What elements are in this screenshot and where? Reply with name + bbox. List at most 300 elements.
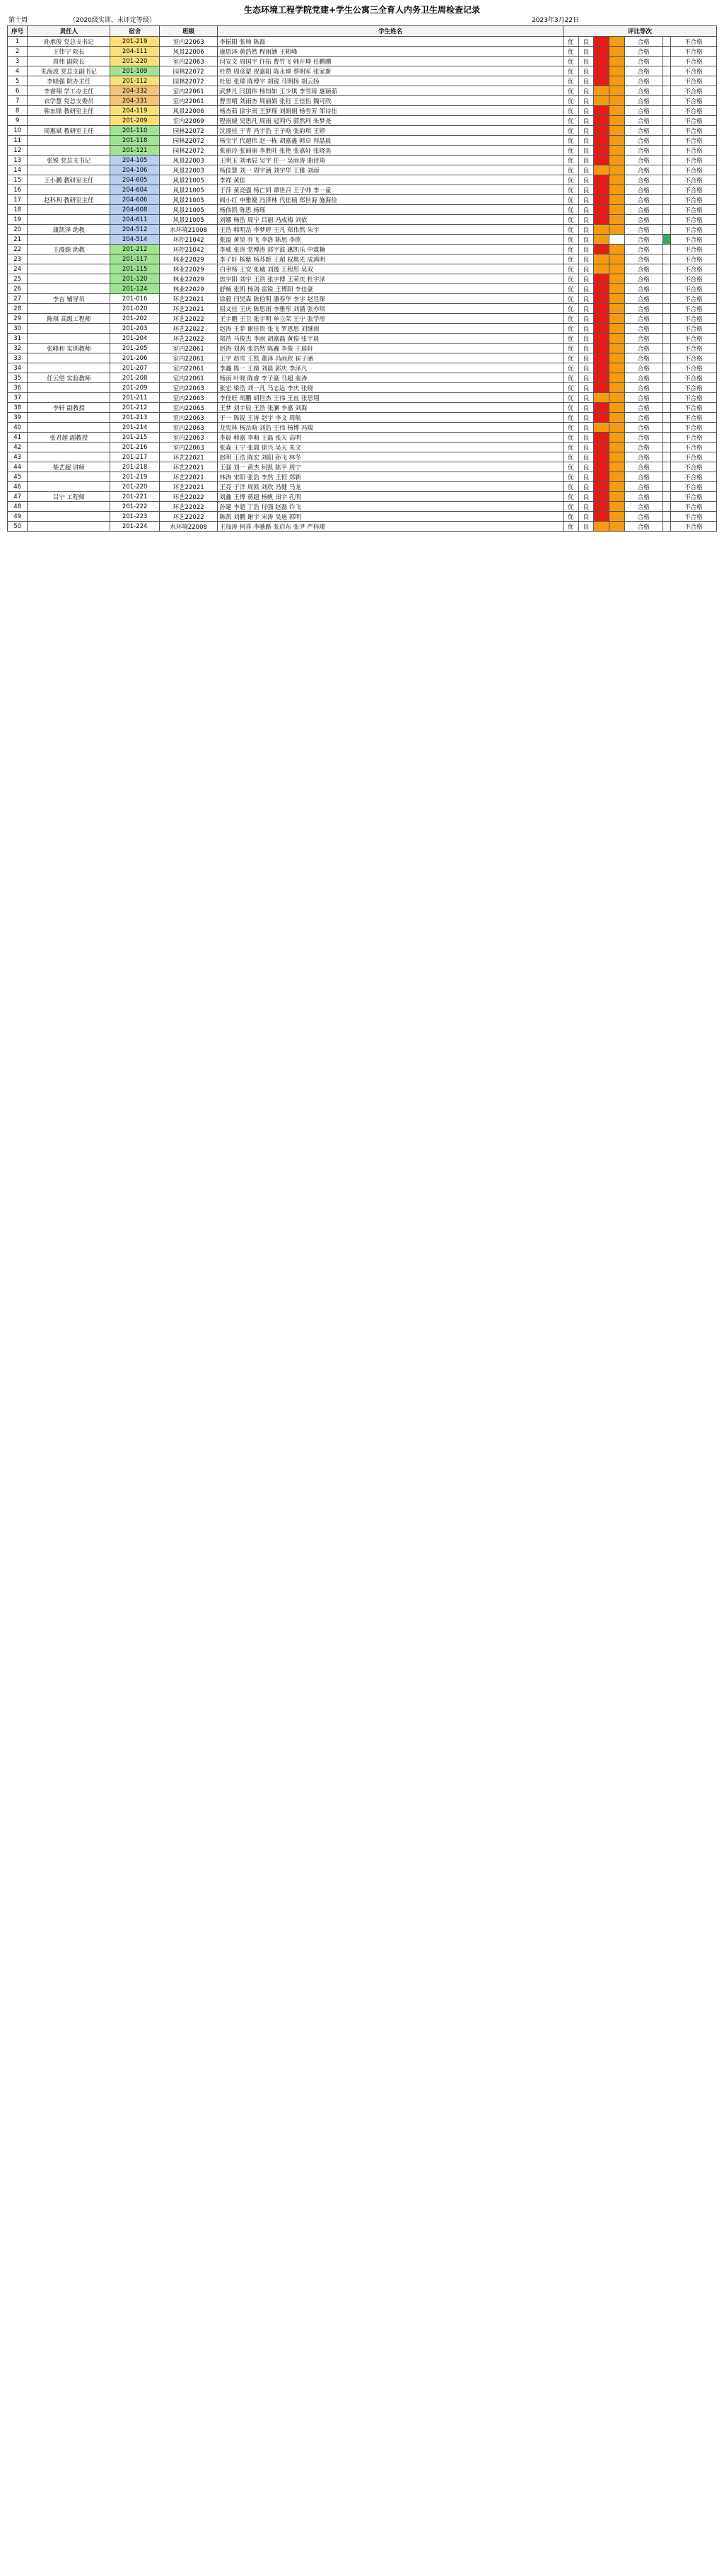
row-seq: 11 (8, 136, 28, 146)
rating-fail: 不合格 (670, 47, 716, 57)
rating-mark (662, 185, 670, 195)
row-seq: 46 (8, 482, 28, 492)
rating-mark (594, 195, 609, 205)
row-class: 室内22063 (159, 413, 217, 423)
row-dorm: 201-218 (110, 462, 159, 472)
row-dorm: 201-220 (110, 57, 159, 66)
row-names: 杨雨 叶晓 陈睿 李子豪 马超 姜涛 (218, 373, 563, 383)
rating-pass: 合格 (624, 344, 662, 353)
rating-mark (662, 433, 670, 443)
rating-excellent: 优 (563, 264, 578, 274)
rating-good: 良 (578, 314, 594, 324)
week-label: 第十周 (8, 17, 28, 24)
rating-mark (594, 304, 609, 314)
row-class: 环控21042 (159, 235, 217, 245)
row-seq: 35 (8, 373, 28, 383)
rating-good: 良 (578, 37, 594, 47)
row-names: 舒畅 张凯 杨剑 雷锐 王博阳 李佳豪 (218, 284, 563, 294)
rating-mark (662, 403, 670, 413)
table-row (8, 106, 717, 116)
rating-mark (594, 156, 609, 165)
rating-fail: 不合格 (670, 37, 716, 47)
rating-mark (609, 156, 624, 165)
rating-mark (662, 195, 670, 205)
rating-excellent: 优 (563, 47, 578, 57)
rating-pass: 合格 (624, 205, 662, 215)
rating-excellent: 优 (563, 502, 578, 512)
row-names: 于萍 黄竞强 杨亡同 谭世召 王子帅 李一童 (218, 185, 563, 195)
rating-pass: 合格 (624, 274, 662, 284)
rating-pass: 合格 (624, 66, 662, 76)
row-dorm: 201-121 (110, 146, 159, 156)
rating-pass: 合格 (624, 185, 662, 195)
rating-fail: 不合格 (670, 86, 716, 96)
rating-pass: 合格 (624, 86, 662, 96)
row-class: 室内22063 (159, 423, 217, 433)
rating-fail: 不合格 (670, 492, 716, 502)
row-class: 林业22029 (159, 284, 217, 294)
rating-mark (662, 413, 670, 423)
table-row (8, 284, 717, 294)
rating-pass: 合格 (624, 334, 662, 344)
row-seq: 49 (8, 512, 28, 522)
row-class: 室内22061 (159, 86, 217, 96)
row-seq: 33 (8, 353, 28, 363)
rating-excellent: 优 (563, 393, 578, 403)
row-seq: 38 (8, 403, 28, 413)
row-class: 环艺22021 (159, 294, 217, 304)
record-sheet (7, 4, 717, 532)
rating-fail: 不合格 (670, 294, 716, 304)
rating-pass: 合格 (624, 245, 662, 254)
row-dorm: 201-219 (110, 37, 159, 47)
table-row (8, 472, 717, 482)
rating-mark (609, 215, 624, 225)
rating-mark (662, 264, 670, 274)
rating-excellent: 优 (563, 254, 578, 264)
rating-mark (609, 304, 624, 314)
table-row (8, 433, 717, 443)
row-class: 水环境22008 (159, 522, 217, 532)
rating-pass: 合格 (624, 235, 662, 245)
row-person (28, 522, 110, 532)
row-seq: 31 (8, 334, 28, 344)
rating-excellent: 优 (563, 86, 578, 96)
table-header-row (8, 26, 717, 37)
rating-mark (662, 106, 670, 116)
rating-excellent: 优 (563, 353, 578, 363)
rating-mark (609, 482, 624, 492)
row-names: 李晨 韩嘉 李萌 王磊 张天 高明 (218, 433, 563, 443)
row-seq: 15 (8, 175, 28, 185)
rating-excellent: 优 (563, 373, 578, 383)
row-seq: 47 (8, 492, 28, 502)
col-dorm: 宿舍 (110, 26, 159, 37)
row-names: 赵涛 刘茜 张浩然 陈鑫 李俊 王晨轩 (218, 344, 563, 353)
rating-mark (594, 205, 609, 215)
rating-pass: 合格 (624, 136, 662, 146)
rating-mark (662, 205, 670, 215)
row-person: 赵科利 教研室主任 (28, 195, 110, 205)
rating-mark (662, 512, 670, 522)
row-dorm: 204-606 (110, 195, 159, 205)
row-person (28, 482, 110, 492)
rating-mark (594, 245, 609, 254)
rating-pass: 合格 (624, 175, 662, 185)
row-seq: 28 (8, 304, 28, 314)
row-dorm: 204-111 (110, 47, 159, 57)
rating-mark (662, 76, 670, 86)
row-class: 园林22072 (159, 66, 217, 76)
rating-good: 良 (578, 433, 594, 443)
row-person (28, 472, 110, 482)
row-class: 园林22072 (159, 146, 217, 156)
rating-pass: 合格 (624, 353, 662, 363)
row-names: 杜赞 周彦蒙 祝嘉阳 陈永坤 蔡明军 张家新 (218, 66, 563, 76)
rating-mark (594, 452, 609, 462)
table-row (8, 66, 717, 76)
row-person: 张峰和 实训教师 (28, 344, 110, 353)
rating-mark (662, 462, 670, 472)
rating-mark (594, 353, 609, 363)
row-person: 任云望 实验教师 (28, 373, 110, 383)
row-seq: 50 (8, 522, 28, 532)
row-seq: 24 (8, 264, 28, 274)
row-seq: 14 (8, 165, 28, 175)
rating-fail: 不合格 (670, 393, 716, 403)
rating-excellent: 优 (563, 215, 578, 225)
rating-good: 良 (578, 502, 594, 512)
rating-fail: 不合格 (670, 225, 716, 235)
row-seq: 4 (8, 66, 28, 76)
row-person: 康凯泽 助教 (28, 225, 110, 235)
row-class: 环控21042 (159, 245, 217, 254)
row-dorm: 204-514 (110, 235, 159, 245)
row-class: 环艺22021 (159, 462, 217, 472)
rating-excellent: 优 (563, 512, 578, 522)
rating-mark (594, 235, 609, 245)
table-row (8, 254, 717, 264)
inspection-table (7, 25, 717, 532)
rating-mark (662, 393, 670, 403)
rating-excellent: 优 (563, 423, 578, 433)
rating-mark (609, 235, 624, 245)
rating-good: 良 (578, 126, 594, 136)
row-class: 环艺22022 (159, 314, 217, 324)
rating-pass: 合格 (624, 106, 662, 116)
row-names: 白聿杨 王安 张城 刘逸 王程彤 吴双 (218, 264, 563, 274)
row-dorm: 204-604 (110, 185, 159, 195)
row-person (28, 205, 110, 215)
row-class: 室内22061 (159, 344, 217, 353)
rating-excellent: 优 (563, 245, 578, 254)
rating-excellent: 优 (563, 165, 578, 175)
row-class: 室内22063 (159, 403, 217, 413)
row-seq: 7 (8, 96, 28, 106)
row-seq: 17 (8, 195, 28, 205)
row-names: 杨杰茹 徐宇雨 王梦瑶 刘娟娟 杨雪芳 邹诗佳 (218, 106, 563, 116)
rating-good: 良 (578, 185, 594, 195)
rating-excellent: 优 (563, 96, 578, 106)
rating-mark (662, 37, 670, 47)
rating-mark (594, 462, 609, 472)
rating-good: 良 (578, 106, 594, 116)
row-dorm: 201-203 (110, 324, 159, 334)
rating-good: 良 (578, 215, 594, 225)
row-dorm: 204-106 (110, 165, 159, 175)
row-class: 园林22072 (159, 136, 217, 146)
row-person: 王小鹏 教研室主任 (28, 175, 110, 185)
table-row (8, 235, 717, 245)
rating-pass: 合格 (624, 165, 662, 175)
rating-mark (594, 334, 609, 344)
row-person (28, 284, 110, 294)
row-names: 王明玉 刘承辰 吴宇 任一 吴雨涛 曲诗琦 (218, 156, 563, 165)
rating-good: 良 (578, 96, 594, 106)
rating-mark (609, 126, 624, 136)
rating-mark (662, 66, 670, 76)
rating-mark (662, 452, 670, 462)
rating-pass: 合格 (624, 195, 662, 205)
table-row (8, 294, 717, 304)
rating-mark (594, 472, 609, 482)
row-class: 室内22063 (159, 433, 217, 443)
row-class: 环艺22022 (159, 334, 217, 344)
rating-mark (609, 433, 624, 443)
row-seq: 29 (8, 314, 28, 324)
row-names: 李子轩 杨紫 杨苏新 王超 权奥光 成鸿明 (218, 254, 563, 264)
rating-mark (609, 393, 624, 403)
rating-mark (594, 225, 609, 235)
rating-fail: 不合格 (670, 156, 716, 165)
rating-fail: 不合格 (670, 76, 716, 86)
table-row (8, 96, 717, 106)
table-row (8, 462, 717, 472)
row-dorm: 201-208 (110, 373, 159, 383)
row-seq: 5 (8, 76, 28, 86)
rating-good: 良 (578, 195, 594, 205)
rating-pass: 合格 (624, 522, 662, 532)
row-names: 杨伟凯 陈思 杨瑶 (218, 205, 563, 215)
table-row (8, 156, 717, 165)
rating-fail: 不合格 (670, 116, 716, 126)
row-person (28, 274, 110, 284)
rating-mark (609, 175, 624, 185)
row-names: 王梦 刘宇辰 王浩 张澜 李嘉 刘海 (218, 403, 563, 413)
rating-fail: 不合格 (670, 57, 716, 66)
rating-mark (594, 37, 609, 47)
table-row (8, 502, 717, 512)
row-class: 园林22072 (159, 76, 217, 86)
rating-mark (594, 126, 609, 136)
rating-pass: 合格 (624, 393, 662, 403)
rating-mark (594, 423, 609, 433)
table-row (8, 215, 717, 225)
rating-good: 良 (578, 373, 594, 383)
row-dorm: 204-611 (110, 215, 159, 225)
rating-excellent: 优 (563, 57, 578, 66)
rating-mark (609, 522, 624, 532)
rating-excellent: 优 (563, 462, 578, 472)
rating-good: 良 (578, 156, 594, 165)
row-names: 林涛 宋阳 张浩 李然 王恒 郑新 (218, 472, 563, 482)
rating-mark (609, 264, 624, 274)
rating-fail: 不合格 (670, 334, 716, 344)
rating-excellent: 优 (563, 294, 578, 304)
rating-excellent: 优 (563, 175, 578, 185)
row-dorm: 204-105 (110, 156, 159, 165)
rating-good: 良 (578, 245, 594, 254)
col-person: 责任人 (28, 26, 110, 37)
row-person: 吕宁 工程师 (28, 492, 110, 502)
row-person: 王伟宁 院长 (28, 47, 110, 57)
rating-mark (609, 146, 624, 156)
row-class: 风景21005 (159, 195, 217, 205)
row-class: 室内22061 (159, 373, 217, 383)
rating-mark (609, 383, 624, 393)
rating-excellent: 优 (563, 185, 578, 195)
row-class: 风景21005 (159, 175, 217, 185)
rating-mark (662, 443, 670, 452)
rating-mark (609, 86, 624, 96)
row-person: 柴艺超 讲师 (28, 462, 110, 472)
row-names: 郑浩 马俊杰 李雨 胡嘉磊 黄俊 张宇晨 (218, 334, 563, 344)
rating-pass: 合格 (624, 225, 662, 235)
rating-good: 良 (578, 443, 594, 452)
rating-mark (662, 57, 670, 66)
rating-fail: 不合格 (670, 175, 716, 185)
rating-good: 良 (578, 344, 594, 353)
row-person (28, 264, 110, 274)
rating-mark (662, 116, 670, 126)
rating-mark (609, 57, 624, 66)
table-row (8, 413, 717, 423)
rating-fail: 不合格 (670, 185, 716, 195)
rating-mark (662, 86, 670, 96)
rating-good: 良 (578, 175, 594, 185)
rating-pass: 合格 (624, 96, 662, 106)
rating-pass: 合格 (624, 215, 662, 225)
row-person (28, 215, 110, 225)
row-dorm: 201-020 (110, 304, 159, 314)
rating-mark (609, 165, 624, 175)
rating-mark (609, 512, 624, 522)
rating-good: 良 (578, 205, 594, 215)
row-person: 周伟 副院长 (28, 57, 110, 66)
row-seq: 34 (8, 363, 28, 373)
rating-good: 良 (578, 472, 594, 482)
rating-mark (662, 304, 670, 314)
rating-mark (662, 146, 670, 156)
rating-pass: 合格 (624, 47, 662, 57)
row-class: 林业22029 (159, 264, 217, 274)
rating-fail: 不合格 (670, 403, 716, 413)
rating-fail: 不合格 (670, 502, 716, 512)
row-class: 环艺22021 (159, 472, 217, 482)
rating-mark (662, 502, 670, 512)
rating-mark (662, 254, 670, 264)
row-names: 于一 陈锐 王涛 赵宇 李文 周航 (218, 413, 563, 423)
row-seq: 42 (8, 443, 28, 452)
rating-good: 良 (578, 383, 594, 393)
row-class: 环艺22021 (159, 482, 217, 492)
row-person (28, 185, 110, 195)
rating-pass: 合格 (624, 452, 662, 462)
rating-mark (609, 443, 624, 452)
rating-mark (609, 254, 624, 264)
row-class: 风景22003 (159, 156, 217, 165)
rating-pass: 合格 (624, 37, 662, 47)
row-person (28, 334, 110, 344)
rating-mark (662, 96, 670, 106)
row-dorm: 201-220 (110, 482, 159, 492)
rating-fail: 不合格 (670, 443, 716, 452)
table-row (8, 452, 717, 462)
row-person: 周惠斌 教研室主任 (28, 126, 110, 136)
rating-good: 良 (578, 413, 594, 423)
rating-fail: 不合格 (670, 304, 716, 314)
rating-mark (662, 245, 670, 254)
rating-good: 良 (578, 393, 594, 403)
row-class: 环艺22022 (159, 502, 217, 512)
row-dorm: 201-016 (110, 294, 159, 304)
row-names: 赵涛 王菲 谢佳贵 张飞 罗思思 刘继雨 (218, 324, 563, 334)
row-names: 李振阳 张帅 陈磊 (218, 37, 563, 47)
rating-mark (662, 175, 670, 185)
row-dorm: 204-512 (110, 225, 159, 235)
rating-mark (609, 274, 624, 284)
rating-pass: 合格 (624, 423, 662, 433)
row-person (28, 165, 110, 175)
row-names: 曹雪晴 刘雨杰 周丽娟 张钰 王佳怡 魏可欣 (218, 96, 563, 106)
rating-mark (662, 284, 670, 294)
rating-mark (594, 215, 609, 225)
col-rating: 评比等次 (563, 26, 716, 37)
rating-mark (594, 393, 609, 403)
row-class: 室内22061 (159, 363, 217, 373)
row-class: 风景21005 (159, 215, 217, 225)
rating-good: 良 (578, 423, 594, 433)
rating-fail: 不合格 (670, 235, 716, 245)
rating-mark (662, 126, 670, 136)
row-seq: 41 (8, 433, 28, 443)
row-dorm: 201-120 (110, 274, 159, 284)
rating-mark (662, 225, 670, 235)
rating-good: 良 (578, 47, 594, 57)
rating-mark (609, 47, 624, 57)
rating-excellent: 优 (563, 126, 578, 136)
rating-mark (594, 57, 609, 66)
range-note: （2020级实训、未评定等级） (69, 17, 156, 24)
row-person (28, 502, 110, 512)
row-seq: 21 (8, 235, 28, 245)
table-row (8, 314, 717, 324)
row-seq: 23 (8, 254, 28, 264)
row-dorm: 201-216 (110, 443, 159, 452)
row-seq: 32 (8, 344, 28, 353)
rating-mark (662, 274, 670, 284)
rating-mark (594, 502, 609, 512)
rating-mark (662, 522, 670, 532)
rating-pass: 合格 (624, 57, 662, 66)
rating-mark (594, 136, 609, 146)
rating-mark (594, 96, 609, 106)
row-class: 风景22006 (159, 106, 217, 116)
row-dorm: 201-204 (110, 334, 159, 344)
rating-fail: 不合格 (670, 205, 716, 215)
rating-good: 良 (578, 452, 594, 462)
row-person (28, 136, 110, 146)
